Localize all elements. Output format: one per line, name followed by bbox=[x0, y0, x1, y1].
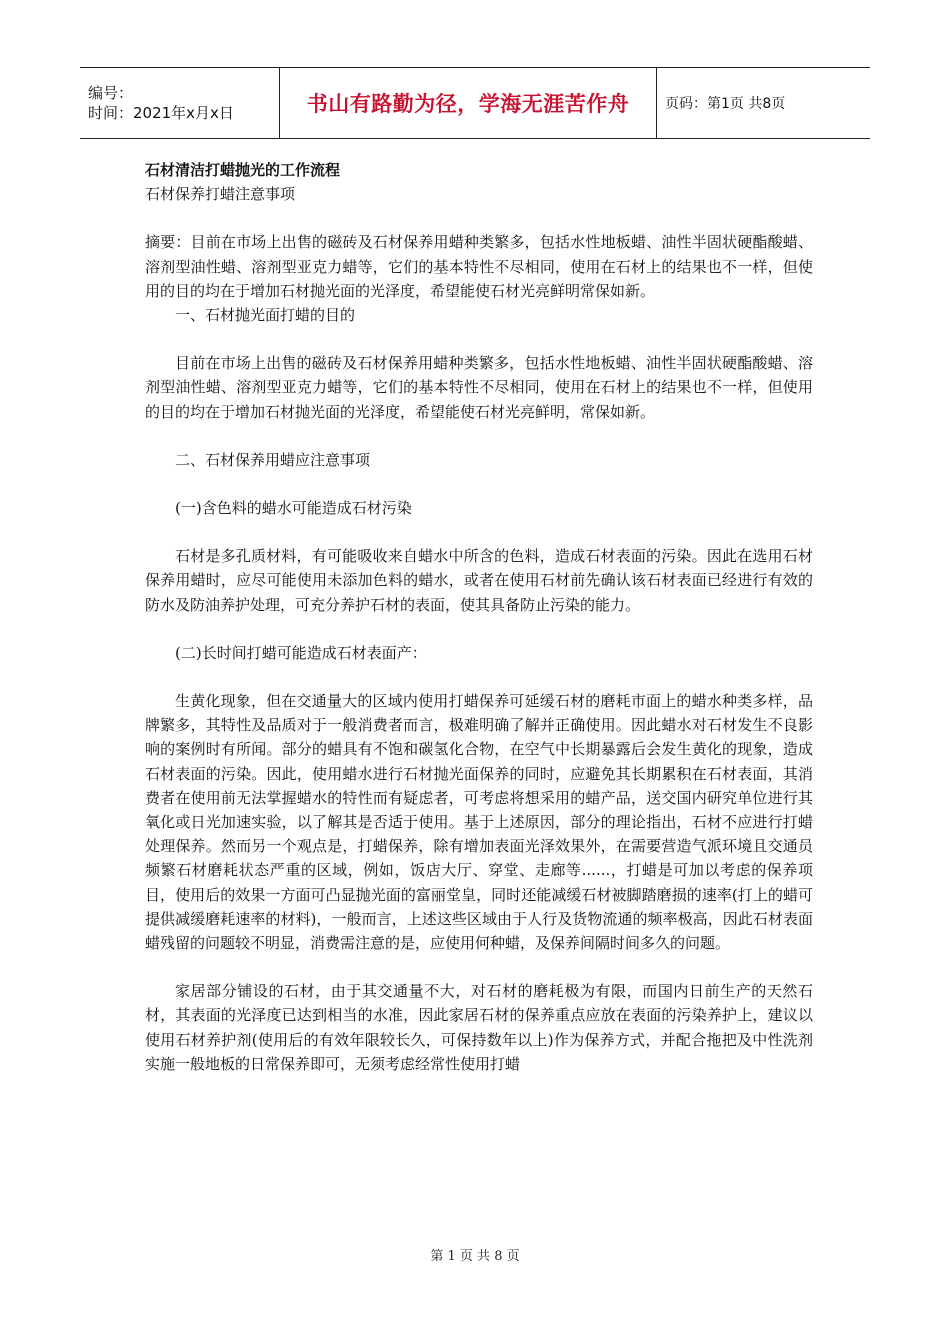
page-footer: 第 1 页 共 8 页 bbox=[430, 1249, 520, 1264]
section1-body: 目前在市场上出售的磁砖及石材保养用蜡种类繁多，包括水性地板蜡、油性半固状硬酯酸蜡、溶剂型油性蜡、溶剂型亚克力蜡等，它们的基本特性不尽相同，使用在石材上的结果也不一样，但使用的目的均在于增加石材抛光面的光泽度，希望能使石材光亮鲜明，常保如新。 bbox=[145, 354, 813, 421]
header-meta bbox=[80, 68, 280, 138]
subsection1-body: 石材是多孔质材料，有可能吸收来自蜡水中所含的色料，造成石材表面的污染。因此在选用石材保养用蜡时，应尽可能使用未添加色料的蜡水，或者在使用石材前先确认该石材表面已经进行有效的防水及防油养护处理，可充分养护石材的表面，使其具备防止污染的能力。 bbox=[145, 547, 813, 614]
date-line: 时间：2021年x月x日 bbox=[88, 104, 234, 122]
abstract-paragraph: 摘要：目前在市场上出售的磁砖及石材保养用蜡种类繁多，包括水性地板蜡、油性半固状硬酯酸蜡、溶剂型油性蜡、溶剂型亚克力蜡等，它们的基本特性不尽相同，使用在石材上的结果也不一样，但使用的目的均在于增加石材抛光面的光泽度，希望能使石材光亮鲜明常保如新。 bbox=[145, 233, 813, 300]
header-page-info: 页码：第1页 共8页 bbox=[665, 96, 786, 112]
home-stone-paragraph: 家居部分铺设的石材，由于其交通量不大，对石材的磨耗极为有限，而国内日前生产的天然石材，其表面的光泽度已达到相当的水准，因此家居石材的保养重点应放在表面的污染养护上，建议以使用石材养护剂(使用后的有效年限较长久，可保持数年以上)作为保养方式，并配合拖把及中性洗剂实施一般地板的日常保养即可，无须考虑经常性使用打蜡 bbox=[145, 982, 813, 1073]
subsection2-body: 生黄化现象，但在交通量大的区域内使用打蜡保养可延缓石材的磨耗市面上的蜡水种类多样，品牌繁多，其特性及品质对于一般消费者而言，极难明确了解并正确使用。因此蜡水对石材发生不良影响的案例时有所闻。部分的蜡具有不饱和碳氢化合物，在空气中长期暴露后会发生黄化的现象，造成石材表面的污染。因此，使用蜡水进行石材抛光面保养的同时，应避免其长期累积在石材表面，其消费者在使用前无法掌握蜡水的特性而有疑虑者，可考虑将想采用的蜡产品，送交国内研究单位进行其氧化或日光加速实验，以了解其是否适于使用。基于上述原因，部分的理论指出，石材不应进行打蜡处理保养。然而另一个观点是，打蜡保养，除有增加表面光泽效果外，在需要营造气派环境且交通员频繁石材磨耗状态严重的区域，例如，饭店大厅、穿堂、走廊等......，打蜡是可加以考虑的保养项目，使用后的效果一方面可凸显抛光面的富丽堂皇，同时还能减缓石材被脚踏磨损的速率(打上的蜡可提供减缓磨耗速率的材料)，一般而言，上述这些区域由于人行及货物流通的频率极高，因此石材表面蜡残留的问题较不明显，消费需注意的是，应使用何种蜡，及保养间隔时间多久的问题。 bbox=[145, 692, 813, 953]
document-body bbox=[145, 158, 813, 1076]
document-subtitle: 石材保养打蜡注意事项 bbox=[145, 185, 296, 204]
document-title: 石材清洁打蜡抛光的工作流程 bbox=[145, 161, 341, 179]
subsection1-heading: (一)含色料的蜡水可能造成石材污染 bbox=[175, 499, 412, 518]
number-label: 编号： bbox=[88, 84, 134, 102]
header-motto: 书山有路勤为径，学海无涯苦作舟 bbox=[280, 68, 657, 138]
subsection2-heading: (二)长时间打蜡可能造成石材表面产： bbox=[175, 643, 427, 662]
section2-heading: 二、石材保养用蜡应注意事项 bbox=[175, 450, 371, 469]
document-header bbox=[80, 67, 870, 139]
section1-heading: 一、石材抛光面打蜡的目的 bbox=[175, 306, 356, 325]
